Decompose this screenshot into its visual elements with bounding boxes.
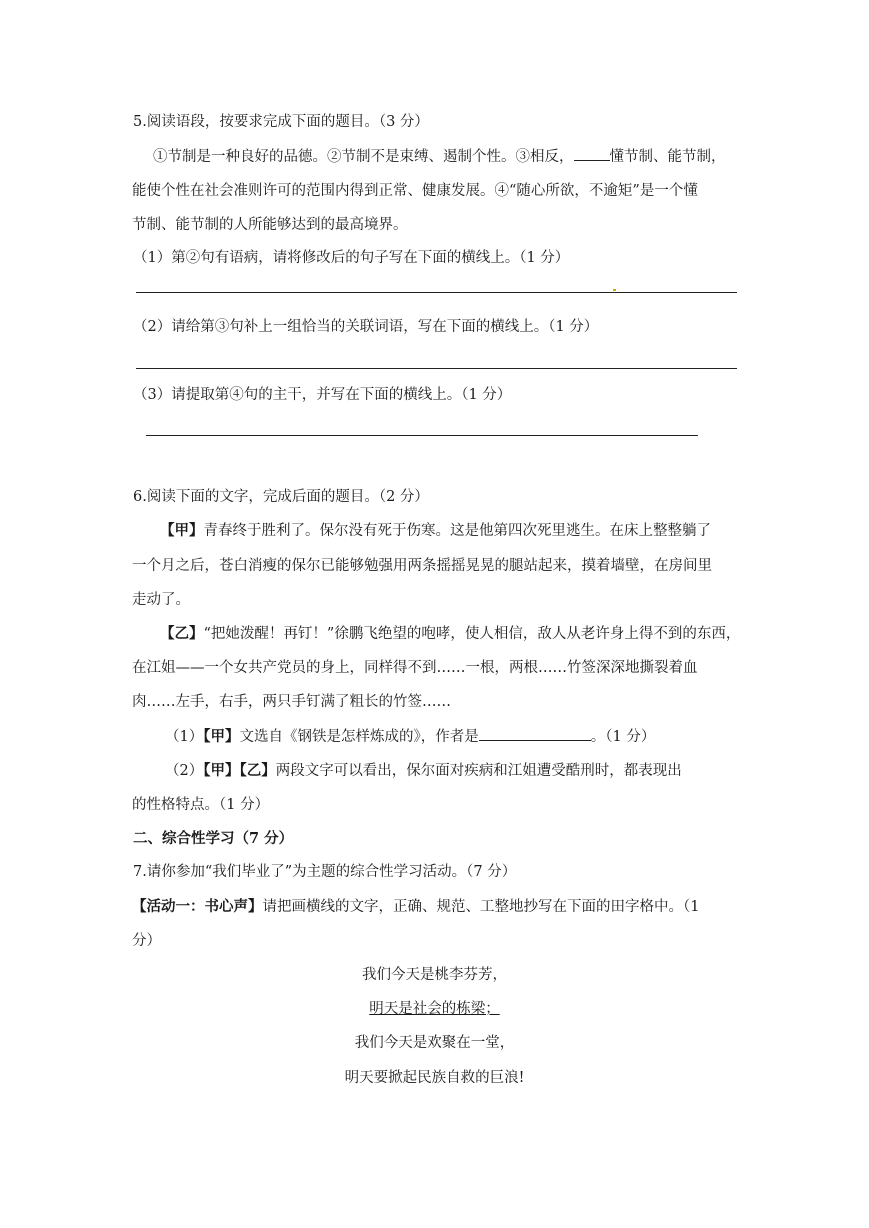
q7-title: 7.请你参加“我们毕业了”为主题的综合性学习活动。（7 分） [133,864,517,880]
q6-yi-line3: 肉……左手，右手，两只手钉满了粗长的竹签…… [132,694,451,710]
q5-paragraph-line1-text: ①节制是一种良好的品德。②节制不是束缚、遏制个性。③相反， [153,149,574,165]
q6-sub1-number: （1） [165,729,204,745]
q5-sub1-answer-line[interactable] [136,292,737,293]
q6-sub1-points: 。（1 分） [590,729,656,745]
poem-line-2-text: 明天是社会的栋梁； [369,1001,500,1017]
q6-yi-text: “把她泼醒！再钉！”徐鹏飞绝望的咆哮，使人相信，敌人从老许身上得不到的东西， [203,626,741,642]
q5-title: 5.阅读语段，按要求完成下面的题目。（3 分） [133,114,429,130]
q6-jia-line2: 一个月之后，苍白消瘦的保尔已能够勉强用两条摇摇晃晃的腿站起来，摸着墙壁，在房间里 [132,558,712,574]
q6-jia-line1 [160,521,711,541]
q6-sub1 [165,726,655,747]
q6-yi-line1 [160,624,740,644]
poem-line-1: 我们今天是桃李芬芳， [362,967,507,983]
poem-line-3: 我们今天是欢聚在一堂， [354,1035,515,1051]
poem-line-2-underlined [0,999,869,1019]
q5-sub3-answer-line[interactable] [146,435,698,436]
q6-jia-text: 青春终于胜利了。保尔没有死于伤寒。这是他第四次死里逃生。在床上整整躺了 [203,523,711,539]
q6-sub2-number: （2） [165,763,204,779]
q5-paragraph-line1-rest: 懂节制、能节制， [609,149,726,165]
q5-inline-blank[interactable] [574,146,610,161]
section2-heading: 二、综合性学习（7 分） [133,830,294,847]
q7-activity-line2: 分） [132,933,161,949]
q6-sub2-line2: 的性格特点。（1 分） [132,797,270,813]
q6-jia-tag: 【甲】 [160,522,204,539]
q6-sub2-line1 [165,761,682,781]
q5-sub2: （2）请给第③句补上一组恰当的关联词语，写在下面的横线上。（1 分） [133,319,599,335]
q6-sub1-tag: 【甲】 [203,728,240,745]
q6-yi-tag: 【乙】 [160,625,204,642]
q6-jia-line3: 走动了。 [132,592,190,608]
q5-sub2-answer-line[interactable] [136,368,737,369]
q7-activity-text: 请把画横线的文字，正确、规范、工整地抄写在下面的田字格中。（1 [262,899,700,915]
q6-sub2-text: 两段文字可以看出，保尔面对疾病和江姐遭受酷刑时，都表现出 [275,763,682,779]
poem-line-4: 明天要掀起民族自救的巨浪! [344,1070,525,1086]
q5-sub1: （1）第②句有语病，请将修改后的句子写在下面的横线上。（1 分） [133,250,570,266]
q5-paragraph-line3: 节制、能节制的人所能够达到的最高境界。 [132,217,408,233]
yellow-mark [613,289,616,291]
q6-sub1-text: 文选自《钢铁是怎样炼成的》，作者是 [239,729,479,745]
q6-yi-line2: 在江姐——一个女共产党员的身上，同样得不到……一根，两根……竹签深深地撕裂着血 [132,660,698,676]
q6-sub2-tag: 【甲】【乙】 [203,762,276,779]
q5-paragraph-line1 [153,146,726,167]
q7-activity-line1 [132,897,699,917]
q6-title: 6.阅读下面的文字，完成后面的题目。（2 分） [133,489,429,505]
q6-author-blank[interactable] [479,726,591,741]
q5-sub3: （3）请提取第④句的主干，并写在下面的横线上。（1 分） [133,387,512,403]
q7-activity-tag: 【活动一：书心声】 [132,898,263,915]
q5-paragraph-line2: 能使个性在社会准则许可的范围内得到正常、健康发展。④“随心所欲，不逾矩”是一个懂 [132,183,698,199]
